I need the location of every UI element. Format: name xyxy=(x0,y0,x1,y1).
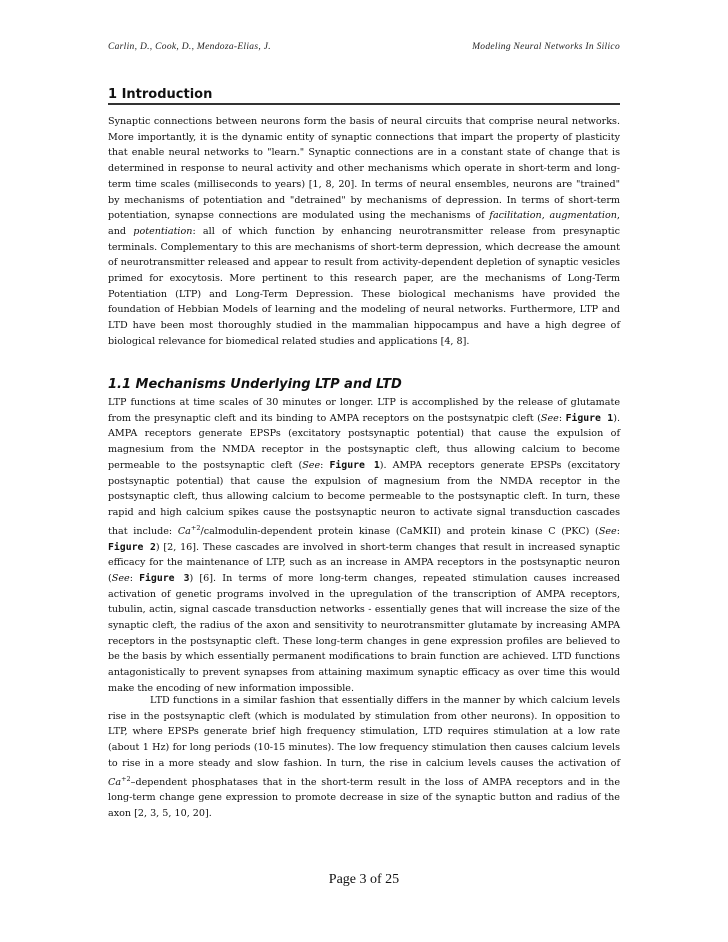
section-heading-introduction: 1 Introduction xyxy=(108,87,620,105)
running-header-authors: Carlin, D., Cook, D., Mendoza-Elias, J. xyxy=(108,42,271,52)
figure-reference: Figure 1 xyxy=(565,412,614,424)
subsection-heading-mechanisms: 1.1 Mechanisms Underlying LTP and LTD xyxy=(108,377,402,392)
mechanisms-paragraph-ltd: LTD functions in a similar fashion that essentially differs in the manner by which calcium levels rise in the postsynaptic cleft (which is modulated by stimulation from other neurons). In opposition to LTP, where EPSPs generate brief high frequency stimulation, LTD requires stimulation at a low rate (about 1 Hz) for long periods (10-15 minutes). The low frequency stimulation then causes calcium levels to rise in a more steady and slow fashion. In turn, the rise in calcium levels causes the activation of $Ca^{+2}$–dependent phosphatases that in the short-term result in the loss of AMPA receptors and in the long-term change gene expression to promote decrease in size of the synaptic button and radius of the axon [2, 3, 5, 10, 20]. xyxy=(108,695,620,820)
figure-reference: Figure 1 xyxy=(329,459,380,471)
mechanisms-paragraph-ltp: LTP functions at time scales of 30 minutes or longer. LTP is accomplished by the release of glutamate from the presynaptic cleft and its binding to AMPA receptors on the postsynatpic cleft (See: Figure 1). AMPA receptors generate EPSPs (excitatory postsynaptic potential) that cause the expulsion of magnesium from the NMDA receptor in the postsynaptic cleft, thus allowing calcium to become permeable to the postsynaptic cleft (See: Figure 1). AMPA receptors generate EPSPs (excitatory postsynaptic potential) that cause the expulsion of magnesium from the NMDA receptor in the postsynaptic cleft, thus allowing calcium to become permeable to the postsynaptic cleft. In turn, these rapid and high calcium spikes cause the postsynaptic neuron to activate signal transduction cascades that include: $Ca^{+2}/calmodulin$-dependent protein kinase (CaMKII) and protein kinase C (PKC) (See: Figure 2) [2, 16]. These cascades are involved in short-term changes that result in increased synaptic efficacy for the maintenance of LTP, such as an increase in AMPA receptors in the postsynaptic neuron (See: Figure 3) [6]. In terms of more long-term changes, repeated stimulation causes increased activation of genetic programs involved in the upregulation of the transcription of AMPA receptors, tubulin, actin, signal cascade transduction networks - essentially genes that will increase the size of the synaptic cleft, the radius of the axon and sensitivity to neurotransmitter glutamate by increasing AMPA receptors in the postsynaptic cleft. These long-term changes in gene expression profiles are believed to be the basis by which essentially permanent modifications to brain function are achieved. LTD functions antagonistically to prevent synapses from attaining maximum synaptic efficacy as over time this would make the encoding of new information impossible. xyxy=(108,397,620,694)
figure-reference: Figure 3 xyxy=(139,572,190,584)
page-number: Page 3 of 25 xyxy=(328,872,400,887)
introduction-paragraph: Synaptic connections between neurons form the basis of neural circuits that comprise neural networks. More importantly, it is the dynamic entity of synaptic connections that impart the property of plasticity that enable neural networks to "learn." Synaptic connections are in a constant state of change that is determined in response to neural activity and other mechanisms which operate in short-term and long-term time scales (milliseconds to years) [1, 8, 20]. In terms of neural ensembles, neurons are "trained" by mechanisms of potentiation and "detrained" by mechanisms of depression. In terms of short-term potentiation, synapse connections are modulated using the mechanisms of facilitation, augmentation, and potentiation: all of which function by enhancing neurotransmitter release from presynaptic terminals. Complementary to this are mechanisms of short-term depression, which decrease the amount of neurotransmitter released and appear to result from activity-dependent depletion of synaptic vesicles primed for exocytosis. More pertinent to this research paper, are the mechanisms of Long-Term Potentiation (LTP) and Long-Term Depression. These biological mechanisms have provided the foundation of Hebbian Models of learning and the modeling of neural networks. Furthermore, LTP and LTD have been most thoroughly studied in the mammalian hippocampus and have a high degree of biological relevance for biomedical related studies and applications [4, 8]. xyxy=(108,116,620,347)
running-header-title: Modeling Neural Networks In Silico xyxy=(472,42,620,52)
figure-reference: Figure 2 xyxy=(108,541,156,553)
